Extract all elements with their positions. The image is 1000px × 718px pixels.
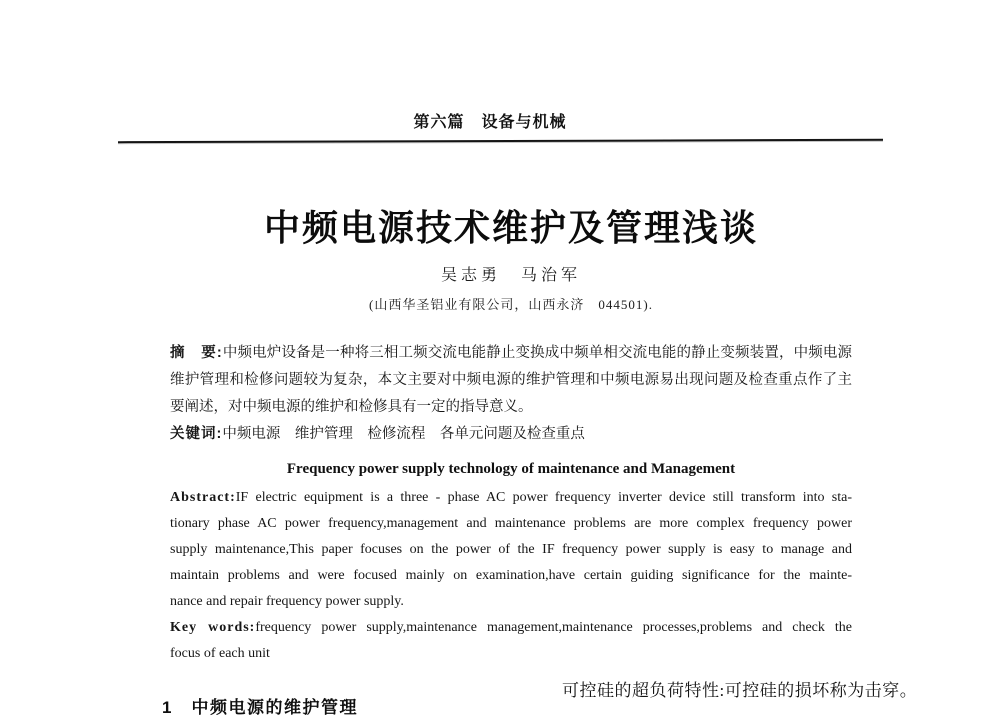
affiliation: (山西华圣铝业有限公司，山西永济 044501). (369, 297, 653, 312)
keywords-text: 中频电源 维护管理 检修流程 各单元问题及检查重点 (222, 426, 585, 442)
section-heading-clipped: 1 中频电源的维护管理 (162, 698, 358, 717)
english-keywords-line: Key words:frequency power supply,maintenance management,maintenance processes,problems and check the (170, 620, 853, 635)
authors: 吴志勇 马治军 (440, 267, 581, 284)
article-title: 中频电源技术维护及管理浅谈 (263, 207, 758, 248)
abstract-label: 摘 要: (170, 345, 223, 361)
english-keywords-line: focus of each unit (170, 646, 270, 661)
abstract-line: 维护管理和检修问题较为复杂，本文主要对中频电源的维护管理和中频电源易出现问题及检查重点作了主 (170, 372, 852, 388)
english-abstract-line: tionary phase AC power frequency,management and maintenance problems are more complex frequency power (170, 516, 852, 531)
english-abstract-block (170, 485, 852, 667)
body-right-column-text: 可控硅的超负荷特性:可控硅的损坏称为击穿。 (562, 681, 918, 700)
english-title: Frequency power supply technology of maintenance and Management (286, 461, 736, 477)
english-keywords-label: Key words: (170, 620, 256, 635)
english-abstract-line: nance and repair frequency power supply. (170, 594, 404, 609)
header-rule-divider (118, 139, 883, 143)
english-abstract-line: supply maintenance,This paper focuses on the power of the IF frequency power supply is easy to manage and (170, 542, 852, 557)
keywords-line (170, 421, 852, 448)
english-abstract-line: maintain problems and were focused mainly on examination,have certain guiding significance for the mainte- (170, 568, 852, 583)
english-abstract-label: Abstract: (170, 490, 236, 505)
running-header: 第六篇 设备与机械 (413, 114, 567, 131)
english-abstract-line: Abstract:IF electric equipment is a three - phase AC power frequency inverter device still transform into sta- (170, 490, 852, 505)
abstract-line: 要阐述，对中频电源的维护和检修具有一定的指导意义。 (170, 399, 533, 415)
abstract-line (170, 340, 852, 367)
chinese-abstract-block (170, 340, 852, 448)
keywords-label: 关键词: (170, 426, 223, 442)
abstract-text: 中频电炉设备是一种将三相工频交流电能静止变换成中频单相交流电能的静止变频装置，中频电源 (222, 345, 852, 361)
